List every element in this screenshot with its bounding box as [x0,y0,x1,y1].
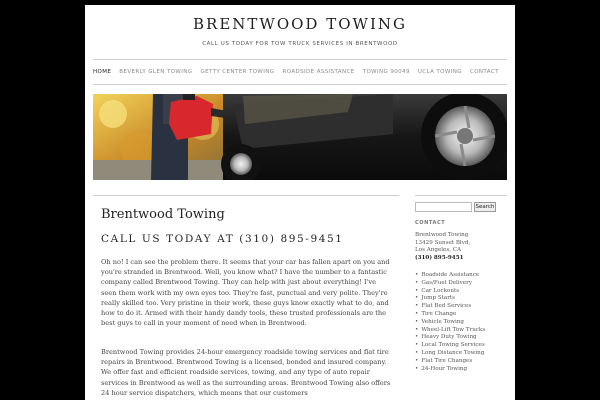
bullet-icon: • [415,326,419,333]
bullet-icon: • [415,342,419,349]
bullet-icon: • [415,272,419,278]
services-list [415,272,485,373]
service-link[interactable]: Roadside Assistance [421,272,480,278]
service-list-item[interactable] [415,350,485,358]
service-link[interactable]: Jump Starts [421,295,456,302]
contact-city: Los Angeles, CA [415,247,462,254]
bullet-icon: • [415,334,419,341]
bullet-icon: • [415,318,419,325]
service-link[interactable]: Wheel-Lift Tow Trucks [421,326,486,333]
contact-name: Brentwood Towing [415,232,469,238]
service-link[interactable]: Tire Change [421,310,457,317]
bullet-icon: • [415,357,419,364]
sidebar-top-divider [415,195,507,196]
service-link[interactable]: Vehicle Towing [421,318,464,325]
service-list-item[interactable] [415,303,485,311]
service-list-item[interactable] [415,342,485,350]
service-list-item[interactable] [415,366,485,374]
service-list-item[interactable] [415,327,485,335]
search-button[interactable]: Search [475,204,495,210]
service-list-item[interactable] [415,272,485,280]
page-container [85,5,515,400]
nav-item-towing-90049[interactable]: TOWING 90049 [362,69,410,75]
search-input[interactable] [415,202,472,212]
nav-bottom-divider [93,84,507,85]
service-list-item[interactable] [415,319,485,327]
header-image [93,94,507,180]
bullet-icon: • [415,287,419,294]
bullet-icon: • [415,310,419,317]
services-paragraph: Brentwood Towing provides 24-hour emergency roadside towing services and flat tire repairs in Brentwood. Brentwood Towing is a licensed, bonded and insured company. We offer fast and efficient roadside services, towing, and any type of auto repair services in Brentwood as well as the surrounding areas. Brentwood Towing also offers 24 hour service dispatchers, which means that our customers [101,348,391,397]
contact-heading: CONTACT [415,220,446,226]
service-list-item[interactable] [415,334,485,342]
service-link[interactable]: Local Towing Services [421,342,485,349]
nav-item-roadside-assistance[interactable]: ROADSIDE ASSISTANCE [282,69,355,75]
nav-item-getty-center-towing[interactable]: GETTY CENTER TOWING [200,69,275,75]
site-tagline: CALL US TODAY FOR TOW TRUCK SERVICES IN BRENTWOOD [202,41,398,47]
nav-top-divider [93,59,507,60]
bullet-icon: • [415,303,419,310]
hero-photo-roadside-refuel [93,94,507,180]
service-list-item[interactable] [415,311,485,319]
service-link[interactable]: Flat Bed Services [421,303,472,310]
call-us-heading: CALL US TODAY AT (310) 895-9451 [101,233,344,245]
bullet-icon: • [415,279,419,286]
site-title[interactable]: BRENTWOOD TOWING [193,15,407,33]
service-link[interactable]: Gas/Fuel Delivery [421,279,472,286]
bullet-icon: • [415,349,419,356]
contact-address [415,232,470,262]
search-form [415,202,507,212]
bullet-icon: • [415,365,419,372]
contact-street: 13429 Sunset Blvd, [415,239,471,246]
contact-phone: (310) 895-9451 [415,254,464,261]
service-link[interactable]: Flat Tire Changes [421,357,473,364]
bullet-icon: • [415,295,419,302]
nav-item-contact[interactable]: CONTACT [469,69,499,75]
nav-item-home[interactable]: HOME [93,69,112,75]
service-list-item[interactable] [415,280,485,288]
page-title: Brentwood Towing [101,207,225,222]
intro-paragraph: Oh no! I can see the problem there. It seems that your car has fallen apart on you and you're stranded in Brentwood. Well, you know what? I have the number to a fantastic company called Brentwood Towing. They can help with just about everything! I've seen them work with my own eyes too. They're fast, punctual and very polite. They're really skilled too. Very pristine in their work, these guys know exactly what to do, and how to do it. Armed with their handy dandy tools, these trusted professionals are the best guys to call in your moment of need when in Brentwood. [101,258,390,328]
service-list-item[interactable] [415,358,485,366]
nav-item-ucla-towing[interactable]: UCLA TOWING [417,69,462,75]
service-list-item[interactable] [415,288,485,296]
service-list-item[interactable] [415,295,485,303]
nav-item-beverly-glen-towing[interactable]: BEVERLY GLEN TOWING [119,69,193,75]
content-top-divider [93,195,399,196]
service-link[interactable]: 24-Hour Towing [421,365,468,372]
service-link[interactable]: Long Distance Towing [421,349,485,356]
service-link[interactable]: Heavy Duty Towing [421,334,477,341]
service-link[interactable]: Car Lockouts [421,287,460,294]
main-nav [93,65,507,79]
